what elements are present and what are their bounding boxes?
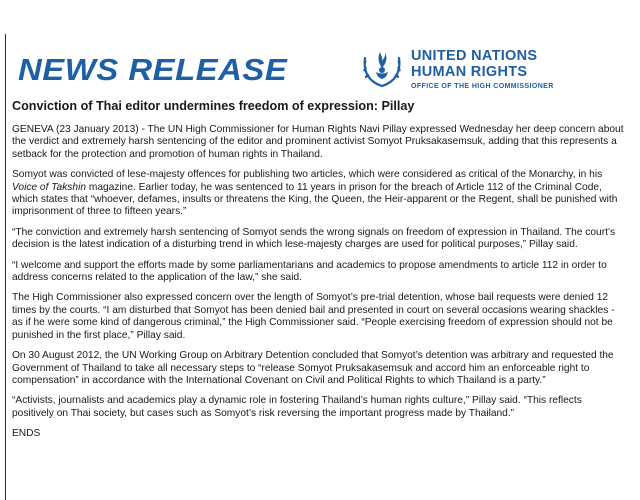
org-name-line1: UNITED NATIONS — [411, 48, 538, 64]
paragraph-3: “The conviction and extremely harsh sentencing of Somyot sends the wrong signals on freedom of expression in Thailand. The court’s decision is the latest indication of a disturbing trend in which lese-majesty charges are used for political purposes,” Pillay said. — [12, 226, 616, 251]
org-office-line: OFFICE OF THE HIGH COMMISSIONER — [411, 83, 554, 90]
article-headline: Conviction of Thai editor undermines freedom of expression: Pillay — [12, 99, 415, 113]
left-margin-rule — [5, 34, 6, 500]
un-human-rights-logo-text — [411, 48, 554, 90]
news-release-title: NEWS RELEASE — [18, 52, 288, 87]
paragraph-2-part-a: Somyot was convicted of lese-majesty offences for publishing two articles, which were considered as critical of the Monarchy, in his — [12, 169, 603, 181]
magazine-name: Voice of Takshin — [12, 181, 86, 193]
paragraph-1: GENEVA (23 January 2013) - The UN High Commissioner for Human Rights Navi Pillay expressed Wednesday her deep concern about the verdict and extremely harsh sentencing of the editor and prominent activist Somyot Pruksakasemsuk, adding that this represents a setback for the protection and promotion of human rights in Thailand. — [12, 124, 624, 160]
paragraph-4: “I welcome and support the efforts made by some parliamentarians and academics to propose amendments to article 112 in order to address concerns related to the application of the law,” she said. — [12, 259, 607, 284]
paragraph-6: On 30 August 2012, the UN Working Group on Arbitrary Detention concluded that Somyot’s detention was arbitrary and requested the Government of Thailand to take all necessary steps to “release Somyot Pruksakasemsuk and accord him an enforceable right to compensation” in accordance with the International Covenant on Civil and Political Rights to which Thailand is a party.” — [12, 350, 614, 386]
org-name-line2: HUMAN RIGHTS — [411, 64, 528, 80]
page-header — [0, 0, 640, 98]
paragraph-5: The High Commissioner also expressed concern over the length of Somyot’s pre-trial detention, whose bail requests were denied 12 times by the courts. “I am disturbed that Somyot has been denied bail and presented in court on several occasions wearing shackles - as if he were some kind of dangerous criminal,” the High Commissioner said. “People exercising freedom of expression should not be punished in the first place,” Pillay said. — [12, 292, 615, 341]
ends-marker: ENDS — [12, 428, 41, 440]
paragraph-7: “Activists, journalists and academics play a dynamic role in fostering Thailand’s human rights culture,” Pillay said. “This reflects positively on Thai society, but cases such as Somyot’s risk reversing the important progress made by Thailand.” — [12, 395, 582, 419]
paragraph-2-part-b: magazine. Earlier today, he was sentenced to 11 years in prison for the breach of Article 112 of the Criminal Code, which states that “whoever, defames, insults or threatens the King, the Queen, the Heir-apparent or the Regent, shall be punished with imprisonment of three to fifteen years.” — [12, 181, 618, 218]
un-emblem-icon — [357, 42, 407, 92]
paragraph-2 — [12, 169, 626, 219]
article-body — [12, 99, 626, 449]
